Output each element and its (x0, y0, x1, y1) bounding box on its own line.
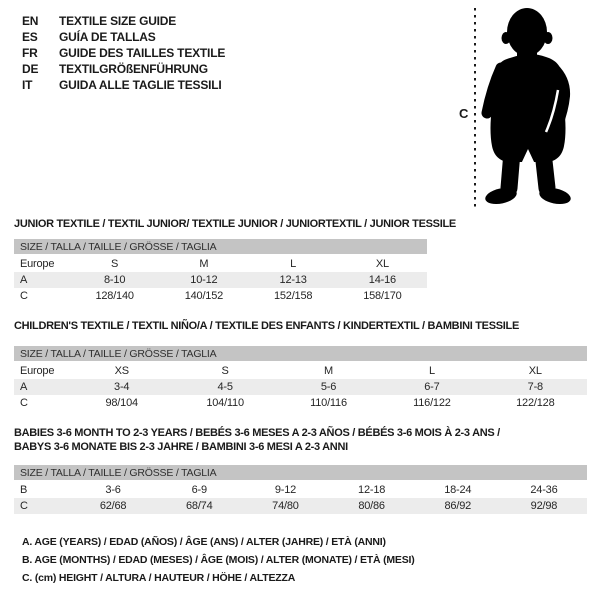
size-cell: 24-36 (530, 484, 558, 496)
size-header-band (14, 465, 587, 480)
size-cell: 68/74 (185, 500, 213, 512)
size-cell: 14-16 (368, 274, 396, 286)
size-header-band (14, 346, 587, 361)
language-code: FR (22, 46, 38, 60)
size-cell: L (428, 365, 435, 377)
size-header-band (14, 239, 427, 254)
row-label: Europe (20, 365, 55, 377)
size-header-text: SIZE / TALLA / TAILLE / GRÖSSE / TAGLIA (20, 240, 217, 253)
size-cell: 62/68 (99, 500, 127, 512)
size-cell: XL (375, 258, 389, 270)
baby-silhouette-icon (484, 8, 572, 207)
language-title: TEXTILE SIZE GUIDE (59, 14, 177, 28)
row-label: C (20, 397, 28, 409)
size-cell: 4-5 (217, 381, 233, 393)
size-table-babies (14, 465, 587, 514)
table-row (14, 395, 587, 411)
size-table-children (14, 346, 587, 411)
size-cell: XS (114, 365, 129, 377)
table-row (14, 363, 587, 379)
section-title-line: CHILDREN'S TEXTILE / TEXTIL NIÑO/A / TEXTILE DES ENFANTS / KINDERTEXTIL / BAMBINI TESSILE (14, 320, 519, 332)
table-row (14, 482, 587, 498)
language-row (22, 61, 225, 77)
row-label: Europe (20, 258, 55, 270)
table-row (14, 379, 587, 395)
size-cell: 122/128 (516, 397, 555, 409)
language-code: EN (22, 14, 39, 28)
section-babies-textile (14, 426, 587, 514)
section-title-line: BABYS 3-6 MONATE BIS 2-3 JAHRE / BAMBINI 3-6 MESI A 2-3 ANNI (14, 441, 348, 453)
language-code: IT (22, 78, 33, 92)
legend-block (22, 533, 415, 587)
size-cell: 140/152 (184, 290, 224, 302)
language-title: GUIDA ALLE TAGLIE TESSILI (59, 78, 222, 92)
table-row (14, 498, 587, 514)
size-cell: 8-10 (104, 274, 126, 286)
language-code: ES (22, 30, 38, 44)
section-title (14, 426, 587, 454)
table-rows (14, 482, 587, 514)
size-cell: 10-12 (190, 274, 218, 286)
language-row (22, 77, 225, 93)
height-label-c: C (459, 106, 469, 121)
size-cell: 18-24 (444, 484, 472, 496)
table-rows (14, 363, 587, 411)
row-label: C (20, 290, 28, 302)
legend-line: A. AGE (YEARS) / EDAD (AÑOS) / ÂGE (ANS) / ALTER (JAHRE) / ETÀ (ANNI) (22, 536, 386, 548)
size-cell: 116/122 (413, 397, 451, 409)
size-cell: 9-12 (274, 484, 297, 496)
row-label: B (20, 484, 28, 496)
size-cell: 3-6 (105, 484, 121, 496)
table-row (14, 272, 427, 288)
size-cell: M (199, 258, 209, 270)
language-row (22, 29, 225, 45)
language-block (22, 13, 225, 93)
size-cell: 98/104 (105, 397, 138, 409)
language-title: GUIDE DES TAILLES TEXTILE (59, 46, 226, 60)
table-row (14, 256, 427, 272)
section-title-line: BABIES 3-6 MONTH TO 2-3 YEARS / BEBÉS 3-6 MESES A 2-3 AÑOS / BÉBÉS 3-6 MOIS À 2-3 ANS / (14, 427, 500, 439)
row-label: A (20, 381, 28, 393)
size-cell: 7-8 (527, 381, 543, 393)
size-cell: 12-18 (358, 484, 386, 496)
size-cell: 6-7 (424, 381, 440, 393)
size-header-text: SIZE / TALLA / TAILLE / GRÖSSE / TAGLIA (20, 347, 217, 360)
size-cell: 110/116 (310, 397, 347, 409)
size-cell: S (111, 258, 119, 270)
size-table-junior (14, 239, 427, 304)
size-cell: XL (528, 365, 542, 377)
size-cell: L (290, 258, 297, 270)
size-cell: 80/86 (358, 500, 385, 512)
size-cell: 152/158 (273, 290, 313, 302)
size-cell: 86/92 (444, 500, 472, 512)
section-title-line: JUNIOR TEXTILE / TEXTIL JUNIOR/ TEXTILE JUNIOR / JUNIORTEXTIL / JUNIOR TESSILE (14, 218, 456, 230)
language-title: TEXTILGRÖßENFÜHRUNG (59, 62, 208, 76)
size-cell: 74/80 (272, 500, 299, 512)
size-cell: 104/110 (206, 397, 244, 409)
row-label: A (20, 274, 28, 286)
table-row (14, 288, 427, 304)
size-cell: S (221, 365, 229, 377)
language-title: GUÍA DE TALLAS (59, 30, 156, 44)
figure-area (450, 0, 600, 215)
section-children-textile (14, 319, 587, 411)
legend-line: B. AGE (MONTHS) / EDAD (MESES) / ÂGE (MOIS) / ALTER (MONATE) / ETÀ (MESI) (22, 554, 415, 566)
language-code: DE (22, 62, 39, 76)
size-cell: M (324, 365, 333, 377)
size-cell: 6-9 (191, 484, 207, 496)
size-cell: 128/140 (95, 290, 134, 302)
language-row (22, 13, 225, 29)
table-rows (14, 256, 427, 304)
section-title (14, 319, 587, 333)
size-cell: 158/170 (363, 290, 402, 302)
section-title (14, 217, 587, 231)
section-junior-textile (14, 217, 587, 304)
size-header-text: SIZE / TALLA / TAILLE / GRÖSSE / TAGLIA (20, 466, 217, 479)
row-label: C (20, 500, 28, 512)
size-cell: 5-6 (320, 381, 337, 393)
language-row (22, 45, 225, 61)
size-cell: 3-4 (114, 381, 130, 393)
size-cell: 12-13 (279, 274, 307, 286)
size-cell: 92/98 (530, 500, 558, 512)
legend-line: C. (cm) HEIGHT / ALTURA / HAUTEUR / HÖHE / ALTEZZA (22, 572, 296, 584)
baby-figure-svg (450, 0, 600, 215)
